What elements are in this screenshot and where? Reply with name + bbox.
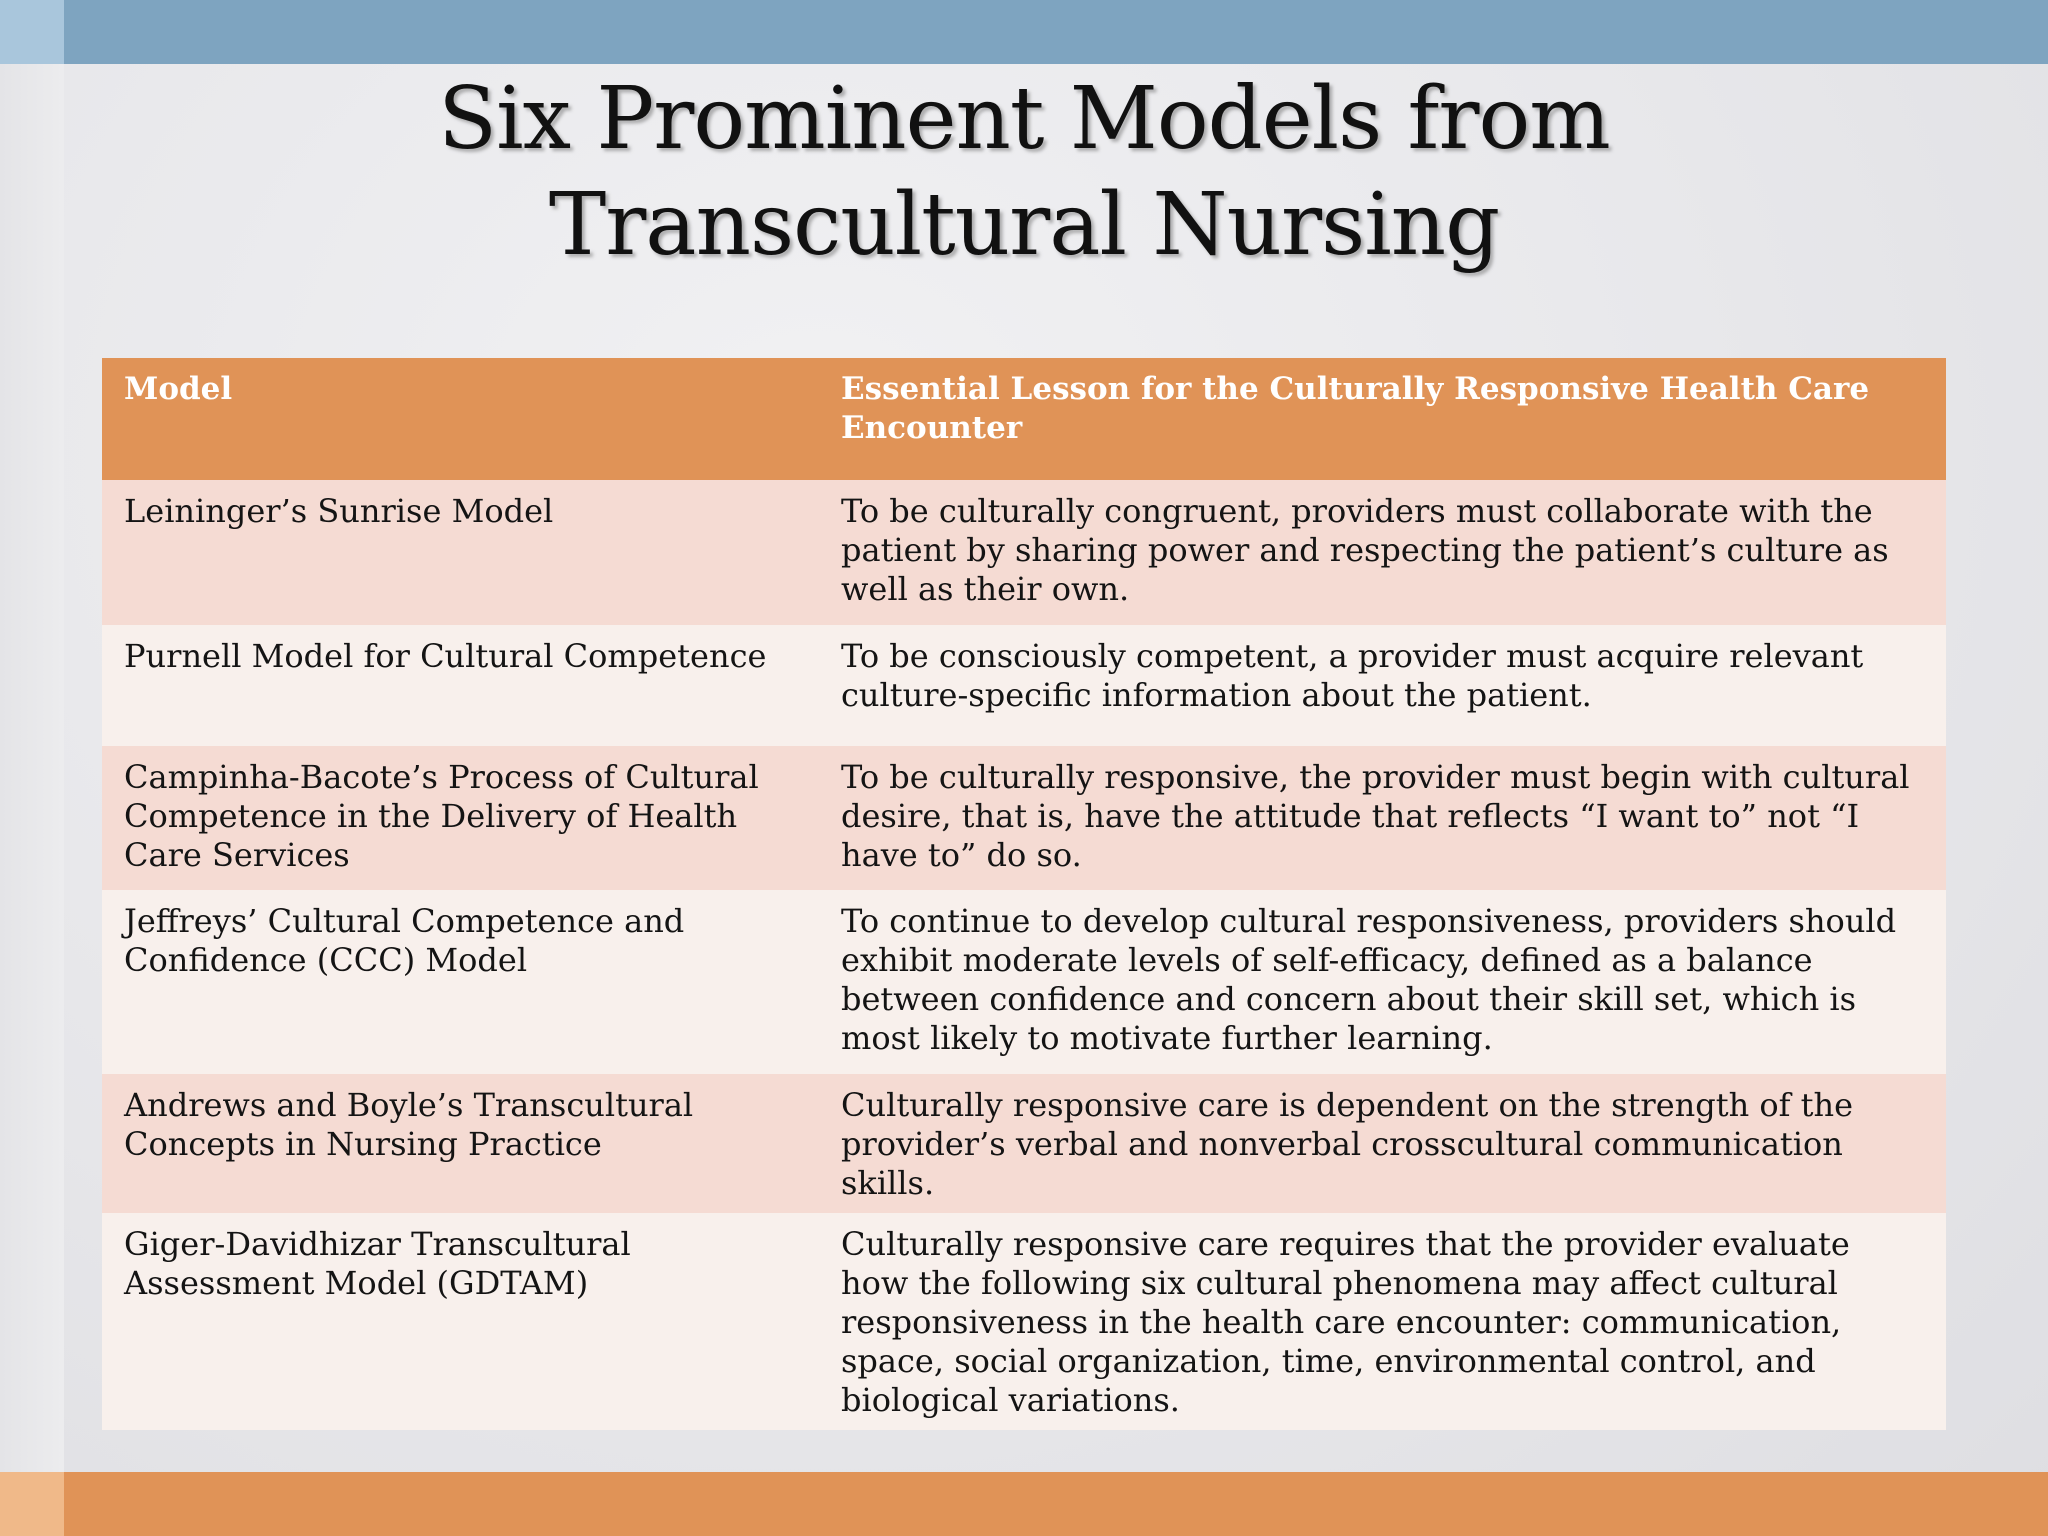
table-row (102, 1213, 1946, 1430)
model-cell: Purnell Model for Cultural Competence (102, 625, 819, 746)
slide-title (0, 66, 2048, 278)
lesson-cell: To be culturally congruent, providers must collaborate with the patient by sharing power and respecting the patient’s culture as well as their own. (819, 480, 1946, 625)
table-row (102, 1074, 1946, 1213)
model-cell: Campinha-Bacote’s Process of Cultural Competence in the Delivery of Health Care Services (102, 746, 819, 890)
table-header-row (102, 358, 1946, 480)
top-accent-bar (0, 0, 2048, 64)
bottom-accent-bar (0, 1472, 2048, 1536)
model-cell: Andrews and Boyle’s Transcultural Concepts in Nursing Practice (102, 1074, 819, 1213)
lesson-cell: To be consciously competent, a provider must acquire relevant culture-specific information about the patient. (819, 625, 1946, 746)
table-row (102, 625, 1946, 746)
lesson-cell: Culturally responsive care is dependent on the strength of the provider’s verbal and nonverbal crosscultural communication skills. (819, 1074, 1946, 1213)
models-table (102, 358, 1946, 1430)
bottom-corner-accent (0, 1472, 64, 1536)
header-model: Model (102, 358, 819, 480)
model-cell: Jeffreys’ Cultural Competence and Confidence (CCC) Model (102, 890, 819, 1074)
model-cell: Giger-Davidhizar Transcultural Assessment Model (GDTAM) (102, 1213, 819, 1430)
top-corner-accent (0, 0, 64, 64)
lesson-cell: Culturally responsive care requires that the provider evaluate how the following six cultural phenomena may affect cultural responsiveness in the health care encounter: communication, space, social organization, time, environmental control, and biological variations. (819, 1213, 1946, 1430)
table-row (102, 890, 1946, 1074)
lesson-cell: To continue to develop cultural responsiveness, providers should exhibit moderate levels of self-efficacy, defined as a balance between confidence and concern about their skill set, which is most likely to motivate further learning. (819, 890, 1946, 1074)
lesson-cell: To be culturally responsive, the provider must begin with cultural desire, that is, have the attitude that reflects “I want to” not “I have to” do so. (819, 746, 1946, 890)
table-row (102, 746, 1946, 890)
table-row (102, 480, 1946, 625)
slide-title-line-1: Six Prominent Models from (438, 69, 1610, 169)
slide-title-line-2: Transcultural Nursing (548, 175, 1500, 275)
model-cell: Leininger’s Sunrise Model (102, 480, 819, 625)
header-lesson: Essential Lesson for the Culturally Responsive Health Care Encounter (819, 358, 1946, 480)
